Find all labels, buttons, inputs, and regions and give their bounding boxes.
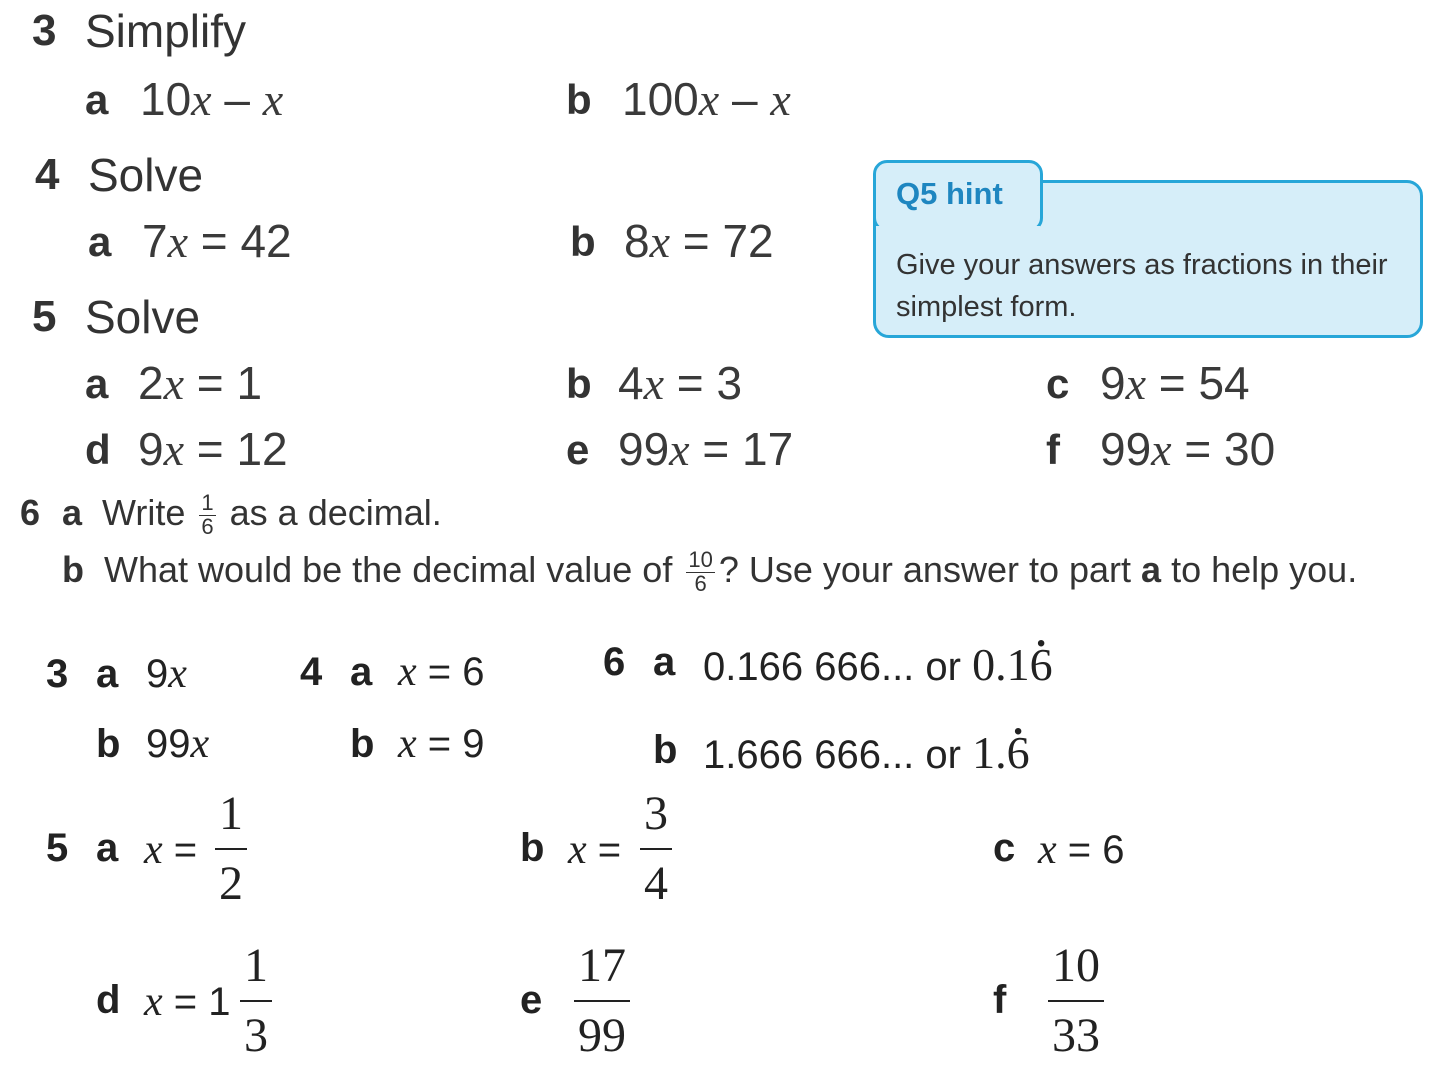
answer-4a-rhs: = 6 xyxy=(416,650,485,694)
answer-5c-value xyxy=(1038,826,1125,874)
question-6-number xyxy=(20,492,40,534)
q5c-var: x xyxy=(1125,358,1147,409)
question-3-title: Simplify xyxy=(85,5,247,57)
q3b-expression xyxy=(622,72,791,126)
q4a-var: x xyxy=(167,216,189,267)
q3b-coef: 100 xyxy=(622,73,699,125)
q4b-expression xyxy=(624,214,774,268)
q3a-label: a xyxy=(85,76,109,123)
q6b-fraction xyxy=(686,549,714,595)
answer-5a-var: x xyxy=(144,827,163,873)
answer-4-number: 4 xyxy=(300,650,323,694)
question-5-number: 5 xyxy=(32,292,57,341)
q4a-expression xyxy=(142,214,292,268)
q6a-pre: Write xyxy=(102,492,196,533)
answer-4b-var: x xyxy=(398,721,417,767)
answer-6b-text: 1.666 666... or xyxy=(703,733,973,777)
q4b-var: x xyxy=(649,216,671,267)
answer-5a-label: a xyxy=(96,826,119,870)
q5b-label: b xyxy=(566,360,592,407)
q6b-line xyxy=(62,549,1357,595)
q3a-coef: 10 xyxy=(140,73,192,125)
q6a-label: a xyxy=(62,492,83,533)
answer-4a-value xyxy=(398,648,485,696)
q3a-var2: x xyxy=(262,74,284,125)
answer-5d-den: 3 xyxy=(244,1009,268,1062)
answer-5e-den: 99 xyxy=(578,1009,626,1062)
answer-3a-label: a xyxy=(96,652,119,696)
q5e-expression xyxy=(618,422,793,476)
q5f-coef: 99 xyxy=(1100,423,1152,475)
answer-6a-label: a xyxy=(653,640,676,684)
answer-5d-label: d xyxy=(96,978,121,1022)
q6b-frac-num: 10 xyxy=(688,547,713,573)
answer-5e-num: 17 xyxy=(574,938,630,1002)
q4a-label: a xyxy=(88,218,112,265)
answer-6a-value xyxy=(703,638,1053,691)
answer-5f-label: f xyxy=(993,978,1007,1022)
q3a-expression xyxy=(140,72,283,126)
q6b-pre: What would be the decimal value of xyxy=(104,549,683,590)
answer-5b-num: 3 xyxy=(640,786,672,850)
answer-5f-num: 10 xyxy=(1048,938,1104,1002)
answer-5d-fraction xyxy=(240,938,272,1064)
answer-5d-eq: = 1 xyxy=(162,980,231,1024)
answer-5d-var: x xyxy=(144,979,163,1025)
answer-5a-num: 1 xyxy=(215,786,247,850)
q5d-var: x xyxy=(163,424,185,475)
answer-3b-value xyxy=(146,720,209,768)
q5f-expression xyxy=(1100,422,1275,476)
answer-5a-fraction xyxy=(215,786,247,912)
answer-5a-lhs xyxy=(144,826,197,874)
answer-5b-lhs xyxy=(568,826,621,874)
q5b-coef: 4 xyxy=(618,357,644,409)
answer-4b-value xyxy=(398,720,485,768)
q6a-fraction xyxy=(199,492,215,538)
answer-6b-label: b xyxy=(653,728,678,772)
answer-6a-recurring-prefix: 0.1 xyxy=(972,639,1030,690)
q6-num: 6 xyxy=(20,492,41,533)
answer-5e-fraction xyxy=(574,938,630,1064)
q5c-rhs: = 54 xyxy=(1146,357,1250,409)
q5a-label: a xyxy=(85,360,109,407)
answer-5b-label: b xyxy=(520,826,545,870)
question-4-number: 4 xyxy=(35,150,60,199)
q5c-expression xyxy=(1100,356,1250,410)
answer-3a-value xyxy=(146,650,187,698)
q6a-frac-den: 6 xyxy=(201,514,214,540)
answer-6a-text: 0.166 666... or xyxy=(703,645,973,689)
q5e-var: x xyxy=(669,424,690,475)
answer-5c-rhs: = 6 xyxy=(1056,828,1125,872)
hint-text: Give your answers as fractions in their simplest form. xyxy=(896,249,1388,323)
q5e-label: e xyxy=(566,426,590,473)
answer-4a-label: a xyxy=(350,650,373,694)
q5d-label: d xyxy=(85,426,111,473)
answer-5b-var: x xyxy=(568,827,587,873)
q6a-frac-num: 1 xyxy=(201,490,214,516)
q3b-op: – xyxy=(719,73,771,125)
answer-5d-lhs xyxy=(144,978,231,1026)
answer-5d-num: 1 xyxy=(240,938,272,1002)
hint-title: Q5 hint xyxy=(896,176,1003,211)
q6a-post: as a decimal. xyxy=(219,492,442,533)
q5a-var: x xyxy=(163,358,185,409)
answer-5b-fraction xyxy=(640,786,672,912)
q3a-var: x xyxy=(191,74,212,125)
answer-3b-label: b xyxy=(96,722,121,766)
answer-5a-den: 2 xyxy=(219,857,243,910)
q3b-label: b xyxy=(566,76,592,123)
question-3-number: 3 xyxy=(32,6,57,55)
q5e-coef: 99 xyxy=(618,423,670,475)
q6b-label: b xyxy=(62,549,84,590)
answer-3-number: 3 xyxy=(46,652,69,696)
answer-6a-recurring-digit: 6 . xyxy=(1030,639,1053,690)
answer-5f-den: 33 xyxy=(1052,1009,1100,1062)
answer-5c-var: x xyxy=(1038,827,1057,873)
answer-5f-fraction xyxy=(1048,938,1104,1064)
answer-5-number: 5 xyxy=(46,826,69,870)
answer-6b-value xyxy=(703,726,1030,779)
q5a-expression xyxy=(138,356,262,410)
q5c-label: c xyxy=(1046,360,1070,407)
answer-6-number: 6 xyxy=(603,640,626,684)
question-5-title: Solve xyxy=(85,291,201,343)
q6b-bold-part: a xyxy=(1141,549,1162,590)
q6b-frac-den: 6 xyxy=(694,571,707,597)
q5b-rhs: = 3 xyxy=(664,357,743,409)
answer-4b-rhs: = 9 xyxy=(416,722,485,766)
answer-3b-var: x xyxy=(190,721,210,767)
q5f-label: f xyxy=(1046,426,1060,473)
answer-5c-label: c xyxy=(993,826,1016,870)
q6b-mid: ? Use your answer to part xyxy=(718,549,1142,590)
q5e-rhs: = 17 xyxy=(689,423,794,475)
q5f-var: x xyxy=(1151,424,1172,475)
answer-3b-coef: 99 xyxy=(146,722,191,766)
answer-5e-label: e xyxy=(520,978,543,1022)
q5d-expression xyxy=(138,422,288,476)
q4b-label: b xyxy=(570,218,596,265)
q4b-rhs: = 72 xyxy=(670,215,774,267)
q5f-rhs: = 30 xyxy=(1171,423,1276,475)
q5c-coef: 9 xyxy=(1100,357,1126,409)
q5b-expression xyxy=(618,356,742,410)
answer-5b-den: 4 xyxy=(644,857,668,910)
q6a-line xyxy=(62,492,442,538)
q3a-op: – xyxy=(211,73,263,125)
q5d-coef: 9 xyxy=(138,423,164,475)
q3b-var2: x xyxy=(770,74,791,125)
q4a-coef: 7 xyxy=(142,215,168,267)
answer-3a-var: x xyxy=(168,651,187,697)
answer-3a-coef: 9 xyxy=(146,652,169,696)
answer-5b-eq: = xyxy=(586,828,622,872)
q5d-rhs: = 12 xyxy=(184,423,288,475)
question-4-title: Solve xyxy=(88,149,204,201)
answer-6b-recurring-prefix: 1. xyxy=(972,727,1007,778)
q5b-var: x xyxy=(643,358,665,409)
q4b-coef: 8 xyxy=(624,215,650,267)
q5a-coef: 2 xyxy=(138,357,164,409)
hint-tab-join xyxy=(876,226,1040,234)
answer-5a-eq: = xyxy=(162,828,198,872)
q5a-rhs: = 1 xyxy=(184,357,263,409)
q3b-var: x xyxy=(698,74,720,125)
q6b-post: to help you. xyxy=(1161,549,1358,590)
answer-4a-var: x xyxy=(398,649,417,695)
answer-6b-recurring-digit: 6 . xyxy=(1007,727,1030,778)
q4a-rhs: = 42 xyxy=(188,215,292,267)
answer-4b-label: b xyxy=(350,722,375,766)
